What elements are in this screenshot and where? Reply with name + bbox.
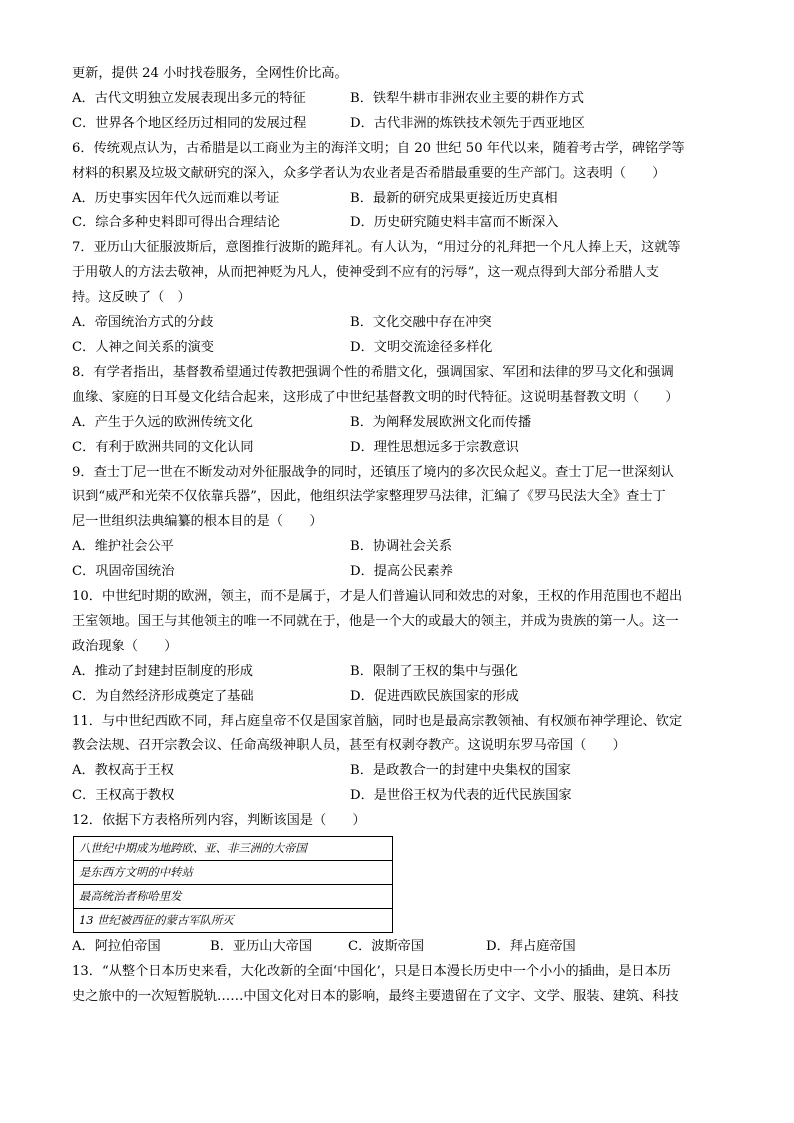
table-cell: 八世纪中期成为地跨欧、亚、非三洲的大帝国: [74, 837, 393, 861]
q10-options-row-1: [72, 660, 722, 685]
q11-option-d: D．是世俗王权为代表的近代民族国家: [350, 788, 572, 804]
q11-options-row-1: [72, 759, 722, 784]
exam-content: [72, 62, 722, 1010]
q11-option-b: B．是政教合一的封建中央集权的国家: [350, 763, 571, 779]
q5-option-c: C．世界各个地区经历过相同的发展过程: [72, 115, 307, 131]
table-row: [74, 837, 393, 861]
q9-stem-1: 9．查士丁尼一世在不断发动对外征服战争的同时，还镇压了境内的多次民众起义。查士丁尼一世深刻认: [72, 464, 674, 480]
q7-options-row-2: [72, 336, 722, 361]
q6-option-a: A．历史事实因年代久远而难以考证: [72, 190, 280, 206]
q11-stem-1: 11．与中世纪西欧不同，拜占庭皇帝不仅是国家首脑，同时也是最高宗教领袖、有权颁布神学理论、钦定: [72, 713, 683, 729]
q7-stem-1: 7．亚历山大征服波斯后，意图推行波斯的跪拜礼。有人认为，“用过分的礼拜把一个凡人捧上天，这就等: [72, 240, 681, 256]
q12-option-d: D．拜占庭帝国: [486, 939, 576, 955]
q9-option-b: B．协调社会关系: [350, 539, 453, 555]
q11-stem-2: 教会法规、召开宗教会议、任命高级神职人员，甚至有权剥夺教产。这说明东罗马帝国（ ）: [72, 738, 626, 754]
q8-options-row-1: [72, 411, 722, 436]
table-cell: 13 世纪被西征的蒙古军队所灭: [74, 909, 393, 933]
q12-info-table: [73, 836, 393, 933]
q10-stem-1: 10．中世纪时期的欧洲，领主，而不是属于，才是人们普遍认同和效忠的对象，王权的作用范围也不超出: [72, 589, 683, 605]
q6-option-b: B．最新的研究成果更接近历史真相: [350, 190, 558, 206]
q9-stem-2: 识到“威严和光荣不仅依靠兵器”，因此，他组织法学家整理罗马法律，汇编了《罗马民法大全》查士丁: [72, 489, 666, 505]
q13-stem-2: 史之旅中的一次短暂脱轨……中国文化对日本的影响，最终主要遗留在了文字、文学、服装、建筑、科技: [72, 988, 679, 1004]
q10-option-d: D．促进西欧民族国家的形成: [350, 688, 519, 704]
q6-stem-2: 材料的积累及垃圾文献研究的深入，众多学者认为农业者是否希腊最重要的生产部门。这表明（ ）: [72, 165, 666, 181]
q6-option-d: D．历史研究随史料丰富而不断深入: [350, 215, 559, 231]
q8-option-d: D．理性思想远多于宗教意识: [350, 439, 519, 455]
q9-stem-3: 尼一世组织法典编纂的根本目的是（ ）: [72, 514, 323, 530]
q7-option-d: D．文明交流途径多样化: [350, 339, 493, 355]
q11-options-row-2: [72, 784, 722, 809]
q10-options-row-2: [72, 685, 722, 710]
q5-options-row-2: [72, 112, 722, 137]
q12-options-row: [72, 935, 722, 960]
q8-stem-1: 8．有学者指出，基督教希望通过传教把强调个性的希腊文化，强调国家、军团和法律的罗马文化和强调: [72, 364, 674, 380]
table-cell: 是东西方文明的中转站: [74, 861, 393, 885]
q11-option-c: C．王权高于教权: [72, 788, 175, 804]
q12-option-c: C．波斯帝国: [348, 939, 425, 955]
q8-option-a: A．产生于久远的欧洲传统文化: [72, 414, 253, 430]
q8-option-b: B．为阐释发展欧洲文化而传播: [350, 414, 532, 430]
q5-option-a: A．古代文明独立发展表现出多元的特征: [72, 90, 306, 106]
q6-options-row-2: [72, 211, 722, 236]
table-row: [74, 861, 393, 885]
table-row: [74, 885, 393, 909]
q8-options-row-2: [72, 436, 722, 461]
q10-stem-3: 政治现象（ ）: [72, 638, 178, 654]
q6-stem-1: 6．传统观点认为，古希腊是以工商业为主的海洋文明；自 20 世纪 50 年代以来，随着考古学，碑铭学等: [72, 140, 685, 156]
q7-stem-3: 持。这反映了（ ）: [72, 290, 191, 306]
q6-options-row-1: [72, 187, 722, 212]
intro-line: 更新，提供 24 小时找卷服务，全网性价比高。: [72, 66, 348, 81]
q7-stem-2: 于用敬人的方法去敬神，从而把神贬为凡人，使神受到不应有的污辱”，这一观点得到大部分希腊人支: [72, 265, 659, 281]
q9-options-row-2: [72, 560, 722, 585]
q12-stem-1: 12．依据下方表格所列内容，判断该国是（ ）: [72, 813, 366, 829]
q9-option-d: D．提高公民素养: [350, 564, 453, 580]
q12-option-a: A．阿拉伯帝国: [72, 939, 161, 955]
q7-options-row-1: [72, 311, 722, 336]
q10-option-b: B．限制了王权的集中与强化: [350, 663, 518, 679]
q7-option-a: A．帝国统治方式的分歧: [72, 315, 214, 331]
q10-option-c: C．为自然经济形成奠定了基础: [72, 688, 254, 704]
q6-option-c: C．综合多种史料即可得出合理结论: [72, 215, 280, 231]
q7-option-c: C．人神之间关系的演变: [72, 339, 214, 355]
q8-option-c: C．有利于欧洲共同的文化认同: [72, 439, 254, 455]
q8-stem-2: 血缘、家庭的日耳曼文化结合起来，这形成了中世纪基督教文明的时代特征。这说明基督教文明（ ）: [72, 389, 679, 405]
q5-option-b: B．铁犁牛耕市非洲农业主要的耕作方式: [350, 90, 584, 106]
q12-option-b: B．亚历山大帝国: [210, 939, 313, 955]
q9-options-row-1: [72, 535, 722, 560]
q10-option-a: A．推动了封建封臣制度的形成: [72, 663, 253, 679]
q11-option-a: A．教权高于王权: [72, 763, 174, 779]
q10-stem-2: 王室领地。国王与其他领主的唯一不同就在于，他是一个大的或最大的领主，并成为贵族的第一人。这一: [72, 613, 679, 629]
table-cell: 最高统治者称哈里发: [74, 885, 393, 909]
q9-option-c: C．巩固帝国统治: [72, 564, 175, 580]
q9-option-a: A．维护社会公平: [72, 539, 174, 555]
q13-stem-1: 13．“从整个日本历史来看，大化改新的全面‘中国化’，只是日本漫长历史中一个小小的插曲，是日本历: [72, 964, 671, 979]
table-row: [74, 909, 393, 933]
q5-options-row-1: [72, 87, 722, 112]
q7-option-b: B．文化交融中存在冲突: [350, 315, 492, 331]
q5-option-d: D．古代非洲的炼铁技术领先于西亚地区: [350, 115, 585, 131]
